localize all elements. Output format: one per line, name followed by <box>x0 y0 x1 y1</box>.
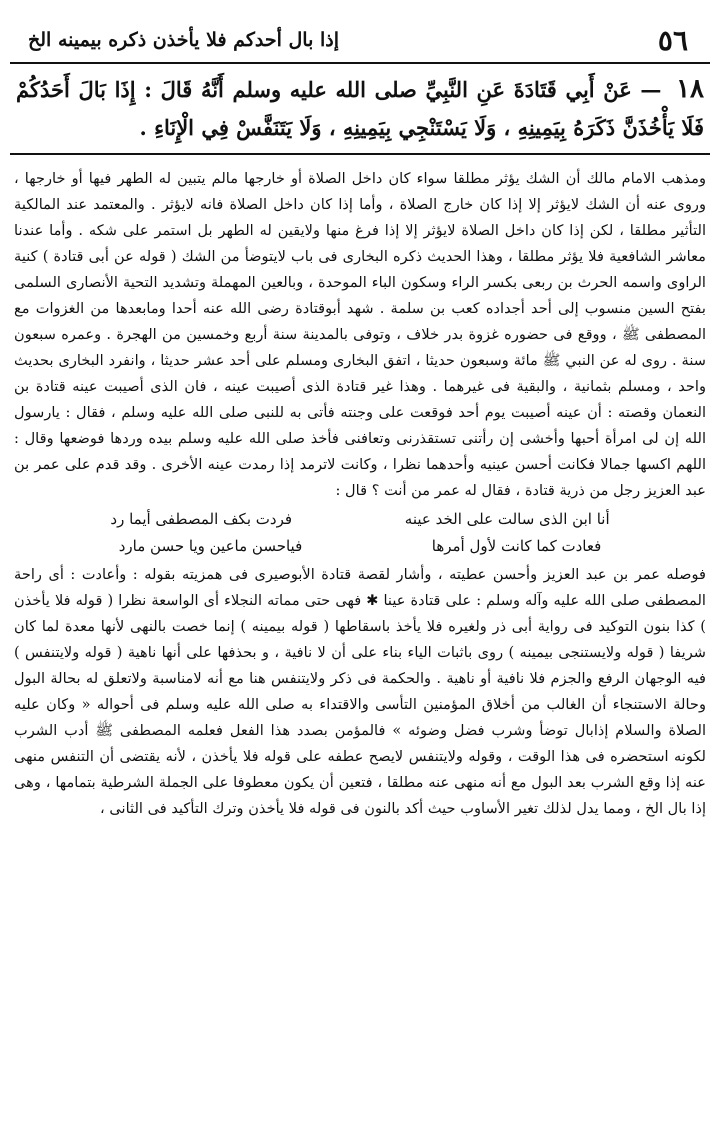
hadith-text-block <box>16 70 704 147</box>
hadith-rule <box>10 153 710 155</box>
verse-hemistich: فردت بكف المصطفى أيما رد <box>110 510 293 528</box>
commentary-paragraph: ومذهب الامام مالك أن الشك يؤثر مطلقا سواء كان داخل الصلاة أو خارجها مالم يتبين له الطهر فيها أو خارجها ، وروى عنه أن الشك لايؤثر إلا إذا كان خارج الصلاة ، وأما إذا كان داخل الصلاة فانه لايؤثر . والمعتمد عند المالكية التأثير مطلقا ، لكن إذا كان داخل الصلاة لايؤثر إلا إذا فرغ منها ولايقين له الطهر بل استمر على شكه . وأما عندنا معاشر الشافعية فلا يؤثر مطلقا ، وهذا الحديث ذكره البخارى فى باب لايتوضأ من الشك ( قوله عن أبى قتادة ) كنية الراوى واسمه الحرث بن ربعى بكسر الراء وسكون الباء الموحدة ، وبالعين المهملة وتشديد التحية الأنصارى السلمى بفتح السين منسوب إلى أحد أجداده كعب بن سلمة . شهد أبوقتادة رضى الله عنه أحدا ومابعدها من الغزوات مع المصطفى ﷺ ، ووقع فى حضوره غزوة بدر خلاف ، وتوفى بالمدينة سنة أربع وخمسين من الهجرة . وعمره سبعون سنة . روى له عن النبي ﷺ مائة وسبعون حديثا ، اتفق البخارى ومسلم على أحد عشر حديثا ، وانفرد البخارى بحديث واحد ، ومسلم بثمانية ، والبقية فى غيرهما . وهذا غير قتادة الذى أصيبت عينه ، فان الذى أصيبت عينه قتادة بن النعمان وقصته : أن عينه أصيبت يوم أحد فوقعت على وجنته فأتى به للنبى صلى الله عليه وسلم ، فقال : يارسول الله إن لى امرأة أحبها وأخشى إن رأتنى تستقذرنى وتعافنى فأخذ صلى الله عليه وسلم بيده وردها فوضعها وقال : اللهم اكسها جمالا فكانت أحسن عينيه وأحدهما نظرا ، وكانت لاترمد إذا رمدت عينه الأخرى . وقد قدم على عمر بن عبد العزيز رجل من ذرية قتادة ، فقال له عمر من أنت ؟ قال : <box>14 170 706 499</box>
verse-hemistich: أنا ابن الذى سالت على الخد عينه <box>404 510 610 528</box>
verse-line <box>14 533 706 560</box>
verse-hemistich: فياحسن ماعين ويا حسن مارد <box>118 537 303 555</box>
commentary-block <box>14 166 706 822</box>
header-rule <box>10 62 710 64</box>
verse-line <box>14 506 706 533</box>
running-title: إذا بال أحدكم فلا يأخذن ذكره بيمينه الخ <box>28 29 339 51</box>
verse-hemistich: فعادت كما كانت لأول أمرها <box>431 537 602 555</box>
poetry-verses <box>14 506 706 560</box>
hadith-body: — عَنْ أَبِي قَتَادَةَ عَنِ النَّبِيِّ صلى الله عليه وسلم أَنَّهُ قَالَ : إِذَا بَالَ أَحَدُكُمْ فَلَا يَأْخُذَنَّ ذَكَرَهُ بِيَمِينِهِ ، وَلَا يَسْتَنْجِي بِيَمِينِهِ ، وَلَا يَتَنَفَّسْ فِي الْإِنَاءِ . <box>16 77 704 140</box>
commentary-paragraph: فوصله عمر بن عبد العزيز وأحسن عطيته ، وأشار لقصة قتادة الأبوصيرى فى همزيته بقوله : وأعادت : أى راحة المصطفى صلى الله عليه وآله وسلم : على قتادة عينا ✱ فهى حتى مماته النجلاء أى الواسعة نظرا ( قوله فلا يأخذن ) كذا بنون التوكيد فى رواية أبى ذر ولغيره فلا يأخذ باسقاطها ( قوله بيمينه ) إنما خصت بالنهى لأنها معدة لما كان شريفا ( قوله ولايستنجى بيمينه ) روى باثبات الياء بناء على أن لا نافية ، و بحذفها على أنها ناهية ( قوله ولايتنفس ) فيه الوجهان الرفع والجزم فلا نافية أو ناهية . والحكمة فى ذكر ولايتنفس هنا مع أنه لامناسبة ولاتعلق له بحالة البول وحالة الاستنجاء أن الغالب من أخلاق المؤمنين التأسى والاقتداء به صلى الله عليه وسلم فى أحواله « وكان عليه الصلاة والسلام إذابال توضأ وشرب فضل وضوئه » فالمؤمن بصدد هذا الفعل فعلمه المصطفى ﷺ أدب الشرب لكونه استحضره فى هذا الوقت ، وقوله ولايتنفس لايصح عطفه على قوله فلا يأخذن ، لأنه يقتضى أن التنفس منهى عنه إذا وقع الشرب بعد البول مع أنه منهى عنه مطلقا ، فتعين أن يكون معطوفا على الجملة الشرطية بتمامها ، وهى إذا بال الخ ، ومما يدل لذلك تغير الأساوب حيث أكد بالنون فى قوله فلا يأخذن وترك التأكيد فى الثانى ، <box>14 566 706 817</box>
page-header <box>10 22 710 58</box>
page-number: ٥٦ <box>657 23 688 57</box>
hadith-number: ١٨ <box>676 74 704 104</box>
document-page <box>10 0 710 1126</box>
